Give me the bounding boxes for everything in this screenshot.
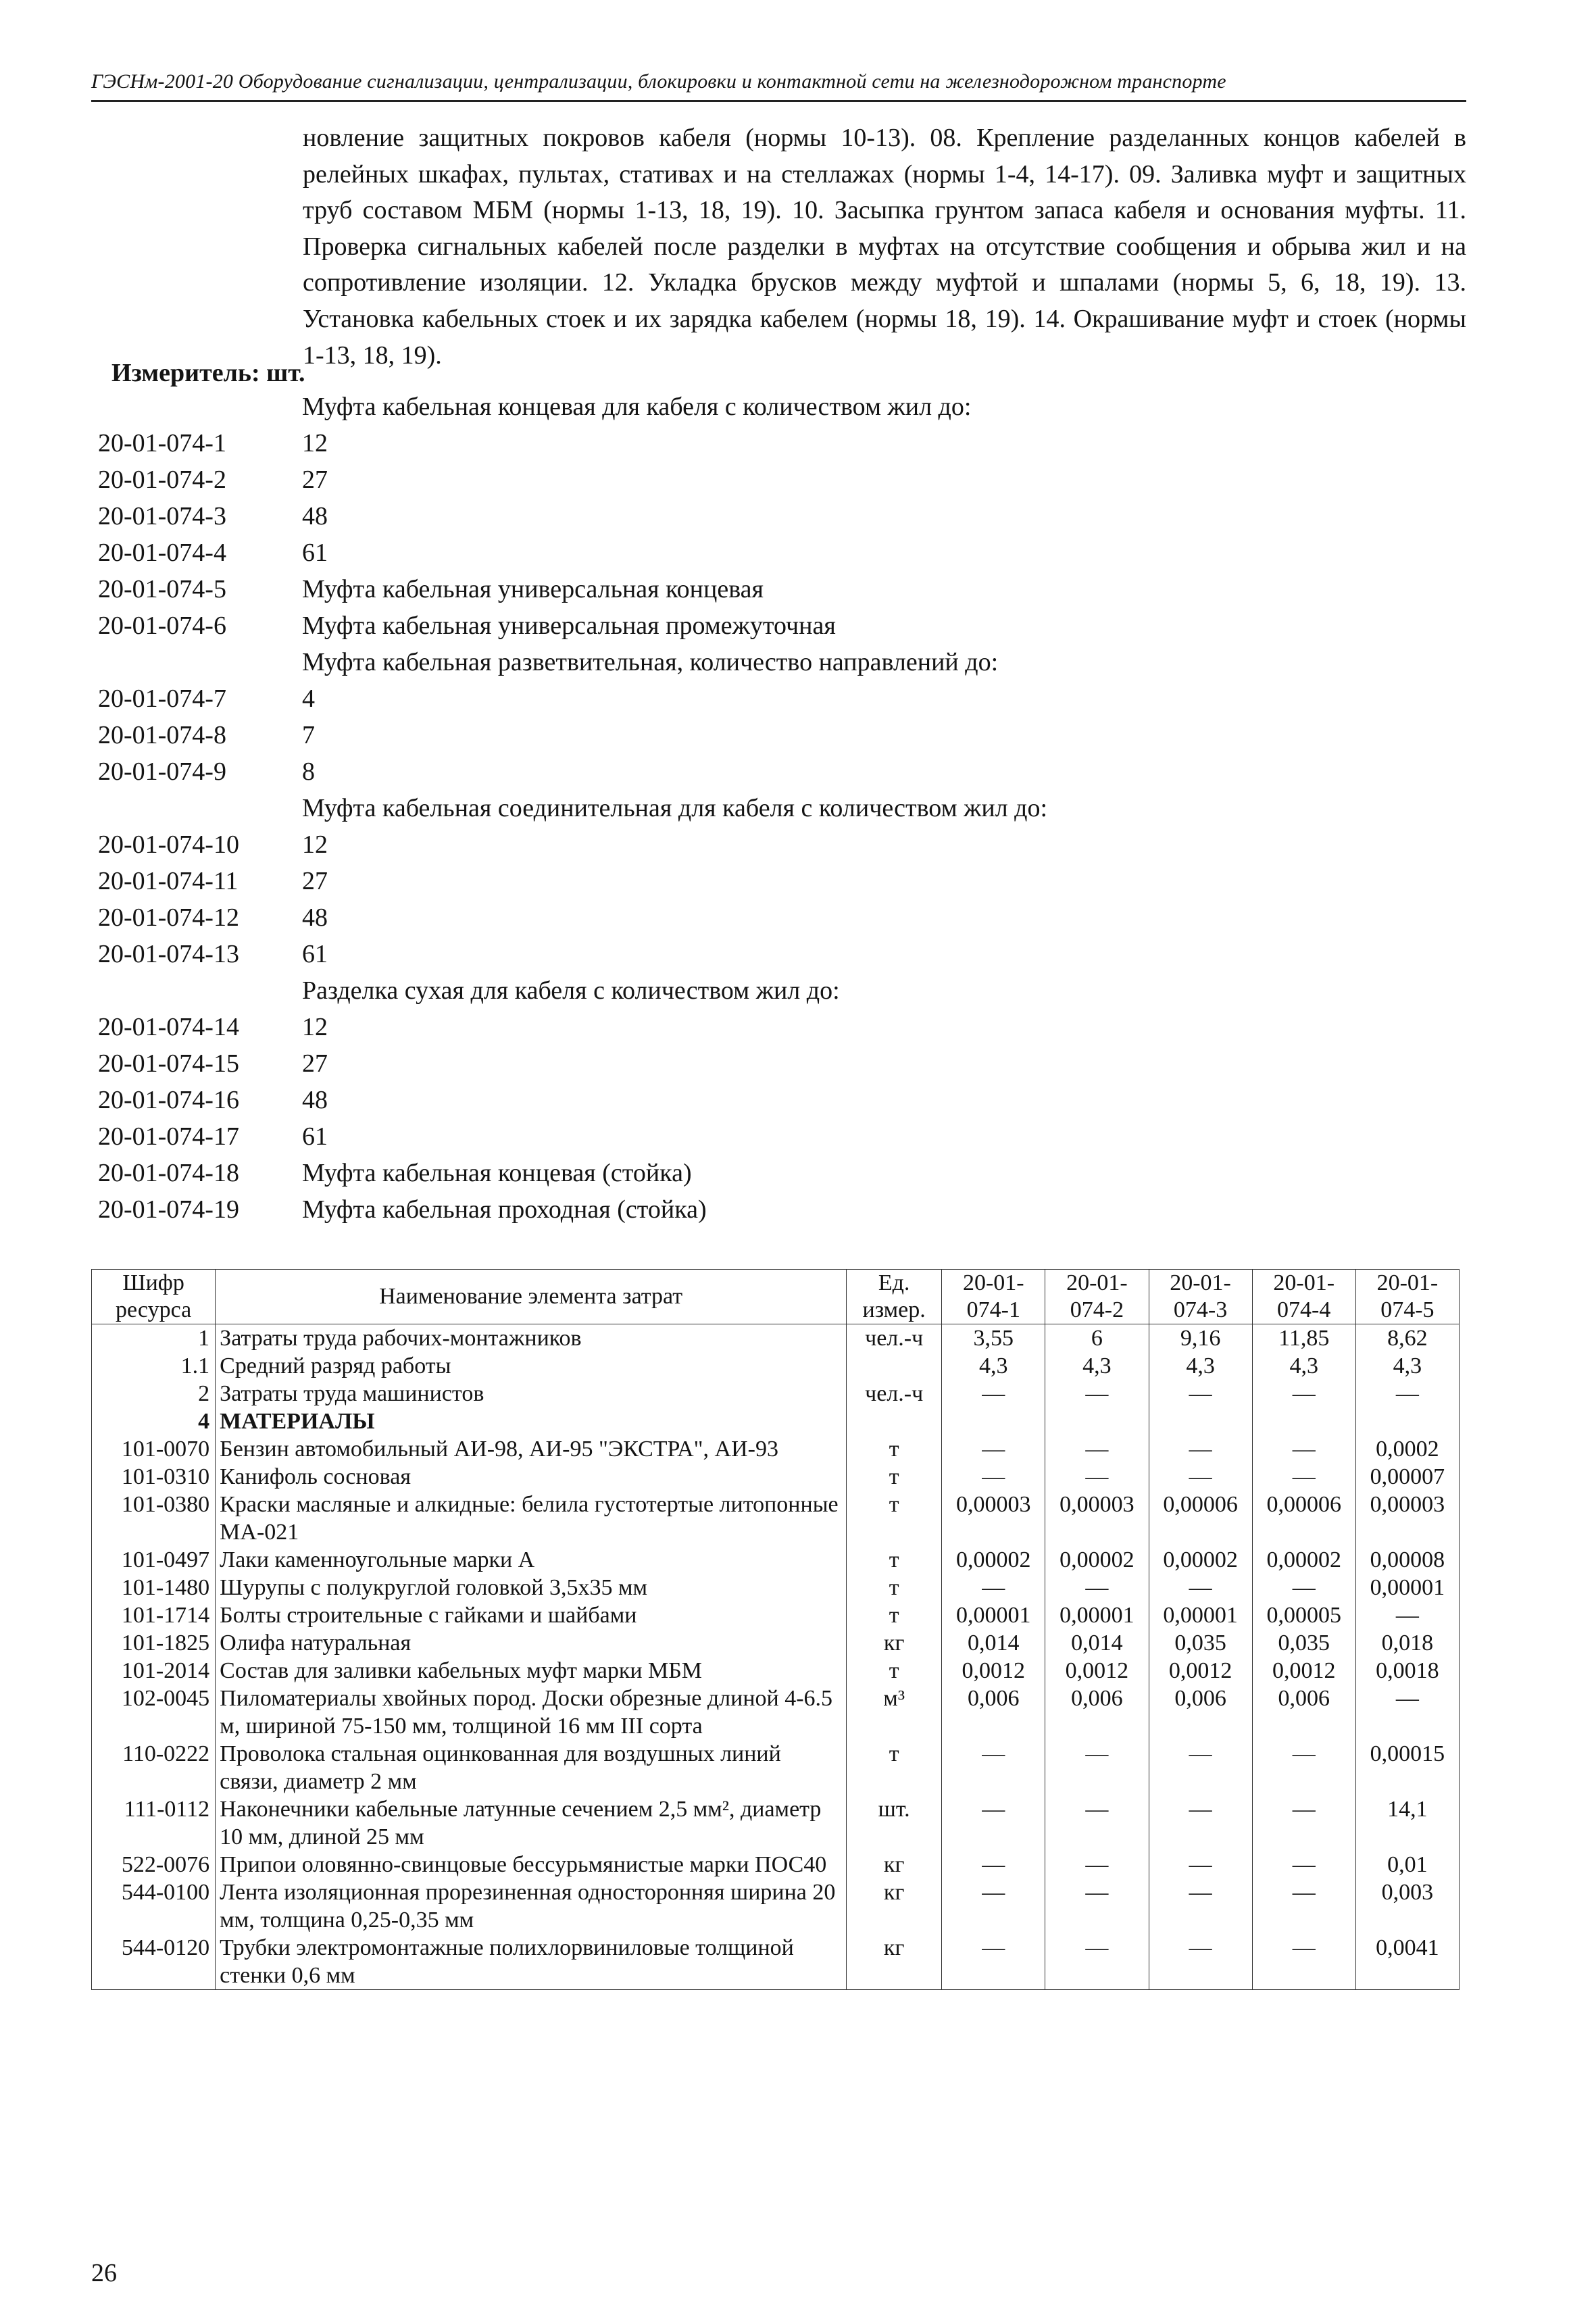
- norm-value-cell: 0,018: [1355, 1629, 1459, 1657]
- work-description: [303, 120, 1466, 374]
- resource-code-cell: 544-0120: [92, 1934, 216, 1990]
- col-header-norm: 20-01-074-1: [942, 1270, 1045, 1324]
- table-row: [92, 1491, 1460, 1546]
- work-description-text: новление защитных покровов кабеля (нормы 10-13). 08. Крепление разделанных концов кабелей в релейных шкафах, пультах, стативах и на стеллажах (нормы 1-4, 14-17). 09. Заливка муфт и защитных труб составом МБМ (нормы 1-13, 18, 19). 10. Засыпка грунтом запаса кабеля и основания муфты. 11. Проверка сигнальных кабелей после разделки в муфтах на отсутствие сообщения и обрыва жил и на сопротивление изоляции. 12. Укладка брусков между муфтой и шпалами (нормы 5, 6, 18, 19). 13. Установка кабельных стоек и их зарядка кабелем (нормы 18, 19). 14. Окрашивание муфт и стоек (нормы 1-13, 18, 19).: [303, 124, 1466, 370]
- norm-desc: 27: [302, 867, 328, 895]
- norm-value-cell: 0,00015: [1355, 1740, 1459, 1795]
- resource-unit-cell: кг: [847, 1878, 942, 1934]
- resource-unit-cell: [847, 1352, 942, 1380]
- norm-value-cell: —: [1355, 1380, 1459, 1408]
- resource-name-cell: Олифа натуральная: [216, 1629, 847, 1657]
- norm-value-cell: 0,006: [1149, 1685, 1252, 1740]
- norm-value-cell: 14,1: [1355, 1795, 1459, 1851]
- table-row: [92, 1657, 1460, 1685]
- resource-unit-cell: т: [847, 1574, 942, 1601]
- col-header-norm: 20-01-074-3: [1149, 1270, 1252, 1324]
- norm-desc: 12: [302, 830, 328, 859]
- table-row: [92, 1546, 1460, 1574]
- norm-value-cell: —: [942, 1934, 1045, 1990]
- norm-code: 20-01-074-17: [98, 1122, 239, 1151]
- norm-value-cell: —: [1045, 1574, 1149, 1601]
- norm-desc: 48: [302, 1086, 328, 1114]
- norm-value-cell: 0,00001: [1045, 1601, 1149, 1629]
- col-header-code: Шифр ресурса: [92, 1270, 216, 1324]
- resource-code-cell: 2: [92, 1380, 216, 1408]
- norm-value-cell: 0,00002: [1149, 1546, 1252, 1574]
- norm-value-cell: 0,00006: [1149, 1491, 1252, 1546]
- norm-value-cell: —: [942, 1740, 1045, 1795]
- norm-value-cell: 0,0012: [942, 1657, 1045, 1685]
- resource-name-cell: Лента изоляционная прорезиненная односторонняя ширина 20 мм, толщина 0,25-0,35 мм: [216, 1878, 847, 1934]
- norm-code: 20-01-074-15: [98, 1049, 239, 1078]
- norm-desc: 4: [302, 684, 315, 713]
- measure-line: [111, 358, 305, 388]
- norm-desc: Муфта кабельная концевая (стойка): [302, 1159, 692, 1187]
- resource-code-cell: 101-0310: [92, 1463, 216, 1491]
- norm-desc: 61: [302, 1122, 328, 1151]
- norm-value-cell: —: [942, 1380, 1045, 1408]
- norm-value-cell: —: [1149, 1463, 1252, 1491]
- resource-unit-cell: т: [847, 1463, 942, 1491]
- norm-value-cell: 11,85: [1252, 1324, 1355, 1353]
- table-row: [92, 1629, 1460, 1657]
- norm-desc: 48: [302, 502, 328, 530]
- resource-code-cell: 101-2014: [92, 1657, 216, 1685]
- norm-value-cell: 0,00001: [1149, 1601, 1252, 1629]
- norm-value-cell: 0,0012: [1149, 1657, 1252, 1685]
- resource-code-cell: 1.1: [92, 1352, 216, 1380]
- resource-name-cell: Состав для заливки кабельных муфт марки МБМ: [216, 1657, 847, 1685]
- norm-value-cell: 0,006: [1045, 1685, 1149, 1740]
- resource-name-cell: Трубки электромонтажные полихлорвиниловые толщиной стенки 0,6 мм: [216, 1934, 847, 1990]
- norm-desc: 27: [302, 466, 328, 494]
- norm-value-cell: 0,006: [1252, 1685, 1355, 1740]
- table-row: [92, 1380, 1460, 1408]
- resource-unit-cell: шт.: [847, 1795, 942, 1851]
- norm-value-cell: 0,00001: [942, 1601, 1045, 1629]
- norm-value-cell: —: [942, 1851, 1045, 1878]
- resource-unit-cell: т: [847, 1435, 942, 1463]
- col-header-norm: 20-01-074-4: [1252, 1270, 1355, 1324]
- norm-desc: 61: [302, 940, 328, 968]
- group-heading: Разделка сухая для кабеля с количеством жил до:: [302, 976, 840, 1005]
- norm-value-cell: 0,014: [942, 1629, 1045, 1657]
- norm-value-cell: —: [1149, 1795, 1252, 1851]
- norm-desc: Муфта кабельная универсальная промежуточная: [302, 612, 836, 640]
- norm-value-cell: 3,55: [942, 1324, 1045, 1353]
- table-row: [92, 1408, 1460, 1435]
- norm-code: 20-01-074-2: [98, 466, 226, 494]
- resource-name-cell: Шурупы с полукруглой головкой 3,5х35 мм: [216, 1574, 847, 1601]
- norm-value-cell: —: [1252, 1851, 1355, 1878]
- norm-value-cell: 0,0012: [1045, 1657, 1149, 1685]
- norm-desc: 61: [302, 539, 328, 567]
- norm-value-cell: 0,00005: [1252, 1601, 1355, 1629]
- norm-value-cell: —: [1252, 1574, 1355, 1601]
- norm-value-cell: —: [1045, 1435, 1149, 1463]
- norm-value-cell: 6: [1045, 1324, 1149, 1353]
- norm-value-cell: 0,0002: [1355, 1435, 1459, 1463]
- norm-value-cell: —: [942, 1878, 1045, 1934]
- measure-unit: шт.: [266, 359, 305, 387]
- norm-code: 20-01-074-18: [98, 1159, 239, 1187]
- norm-desc: 7: [302, 721, 315, 749]
- resource-unit-cell: [847, 1408, 942, 1435]
- resource-name-cell: МАТЕРИАЛЫ: [216, 1408, 847, 1435]
- resource-name-cell: Канифоль сосновая: [216, 1463, 847, 1491]
- norm-code: 20-01-074-8: [98, 721, 226, 749]
- norm-value-cell: 0,00001: [1355, 1574, 1459, 1601]
- resource-name-cell: Пиломатериалы хвойных пород. Доски обрезные длиной 4-6.5 м, шириной 75-150 мм, толщиной 16 мм III сорта: [216, 1685, 847, 1740]
- col-header-norm: 20-01-074-2: [1045, 1270, 1149, 1324]
- resource-code-cell: 111-0112: [92, 1795, 216, 1851]
- norm-value-cell: —: [1045, 1463, 1149, 1491]
- norm-value-cell: —: [1149, 1574, 1252, 1601]
- norm-code: 20-01-074-12: [98, 903, 239, 932]
- norm-value-cell: 0,00002: [942, 1546, 1045, 1574]
- table-row: [92, 1878, 1460, 1934]
- norm-value-cell: 0,01: [1355, 1851, 1459, 1878]
- resource-name-cell: Затраты труда рабочих-монтажников: [216, 1324, 847, 1353]
- resource-code-cell: 110-0222: [92, 1740, 216, 1795]
- table-body: [92, 1324, 1460, 1990]
- table-row: [92, 1795, 1460, 1851]
- col-header-norm: 20-01-074-5: [1355, 1270, 1459, 1324]
- running-header: ГЭСНм-2001-20 Оборудование сигнализации, централизации, блокировки и контактной сети на железнодорожном транспорте: [91, 70, 1226, 93]
- resource-code-cell: 4: [92, 1408, 216, 1435]
- table-header-row: [92, 1270, 1460, 1324]
- resource-name-cell: Затраты труда машинистов: [216, 1380, 847, 1408]
- norm-value-cell: 0,00002: [1045, 1546, 1149, 1574]
- norm-value-cell: —: [942, 1463, 1045, 1491]
- resource-unit-cell: т: [847, 1546, 942, 1574]
- resource-unit-cell: чел.-ч: [847, 1380, 942, 1408]
- col-header-name: Наименование элемента затрат: [216, 1270, 847, 1324]
- measure-label: Измеритель:: [111, 359, 260, 387]
- norm-code: 20-01-074-1: [98, 429, 226, 457]
- norm-desc: 27: [302, 1049, 328, 1078]
- resource-unit-cell: чел.-ч: [847, 1324, 942, 1353]
- norm-desc: 12: [302, 429, 328, 457]
- norm-value-cell: [1252, 1408, 1355, 1435]
- norm-value-cell: 4,3: [1355, 1352, 1459, 1380]
- norm-code: 20-01-074-11: [98, 867, 239, 895]
- resource-name-cell: Болты строительные с гайками и шайбами: [216, 1601, 847, 1629]
- resource-name-cell: Проволока стальная оцинкованная для воздушных линий связи, диаметр 2 мм: [216, 1740, 847, 1795]
- norm-value-cell: 0,00003: [1355, 1491, 1459, 1546]
- norm-value-cell: —: [1252, 1795, 1355, 1851]
- resource-code-cell: 101-1480: [92, 1574, 216, 1601]
- resource-name-cell: Краски масляные и алкидные: белила густотертые литопонные МА-021: [216, 1491, 847, 1546]
- norm-value-cell: —: [1149, 1380, 1252, 1408]
- norm-desc: 8: [302, 757, 315, 786]
- norm-value-cell: —: [1355, 1685, 1459, 1740]
- norm-code: 20-01-074-10: [98, 830, 239, 859]
- resource-name-cell: Бензин автомобильный АИ-98, АИ-95 "ЭКСТРА", АИ-93: [216, 1435, 847, 1463]
- norm-value-cell: 9,16: [1149, 1324, 1252, 1353]
- norm-value-cell: —: [1252, 1463, 1355, 1491]
- norm-value-cell: —: [1045, 1380, 1149, 1408]
- norm-code: 20-01-074-13: [98, 940, 239, 968]
- resource-unit-cell: кг: [847, 1934, 942, 1990]
- norm-desc: 48: [302, 903, 328, 932]
- norm-value-cell: 0,035: [1149, 1629, 1252, 1657]
- resource-unit-cell: т: [847, 1601, 942, 1629]
- norm-desc: Муфта кабельная универсальная концевая: [302, 575, 764, 603]
- norm-value-cell: —: [1149, 1878, 1252, 1934]
- norm-value-cell: —: [1045, 1878, 1149, 1934]
- group-heading: Муфта кабельная соединительная для кабеля с количеством жил до:: [302, 794, 1048, 822]
- norm-value-cell: 4,3: [1149, 1352, 1252, 1380]
- norm-code: 20-01-074-4: [98, 539, 226, 567]
- norm-value-cell: —: [1355, 1601, 1459, 1629]
- table-row: [92, 1685, 1460, 1740]
- table-row: [92, 1324, 1460, 1353]
- norm-value-cell: —: [1149, 1934, 1252, 1990]
- table-row: [92, 1934, 1460, 1990]
- norm-code: 20-01-074-9: [98, 757, 226, 786]
- resource-unit-cell: т: [847, 1740, 942, 1795]
- norm-value-cell: 0,0018: [1355, 1657, 1459, 1685]
- group-heading: Муфта кабельная разветвительная, количество направлений до:: [302, 648, 999, 676]
- norm-value-cell: [1045, 1408, 1149, 1435]
- norm-value-cell: —: [1252, 1380, 1355, 1408]
- resource-code-cell: 101-0497: [92, 1546, 216, 1574]
- norm-value-cell: 4,3: [1252, 1352, 1355, 1380]
- header-rule: [91, 100, 1466, 102]
- resource-code-cell: 102-0045: [92, 1685, 216, 1740]
- norm-value-cell: —: [1252, 1878, 1355, 1934]
- norm-value-cell: 0,00003: [942, 1491, 1045, 1546]
- norm-code: 20-01-074-19: [98, 1195, 239, 1224]
- norm-value-cell: —: [1045, 1740, 1149, 1795]
- resource-code-cell: 101-1825: [92, 1629, 216, 1657]
- table-row: [92, 1463, 1460, 1491]
- norm-value-cell: 0,035: [1252, 1629, 1355, 1657]
- resource-code-cell: 544-0100: [92, 1878, 216, 1934]
- norm-code: 20-01-074-5: [98, 575, 226, 603]
- norm-value-cell: —: [1252, 1740, 1355, 1795]
- norm-value-cell: —: [942, 1574, 1045, 1601]
- norm-value-cell: —: [1045, 1851, 1149, 1878]
- resource-unit-cell: м³: [847, 1685, 942, 1740]
- norm-value-cell: [1149, 1408, 1252, 1435]
- norm-value-cell: 0,00008: [1355, 1546, 1459, 1574]
- resource-code-cell: 101-0070: [92, 1435, 216, 1463]
- resource-name-cell: Наконечники кабельные латунные сечением 2,5 мм², диаметр 10 мм, длиной 25 мм: [216, 1795, 847, 1851]
- norm-value-cell: 0,003: [1355, 1878, 1459, 1934]
- norm-code: 20-01-074-16: [98, 1086, 239, 1114]
- norm-value-cell: 0,00006: [1252, 1491, 1355, 1546]
- resource-name-cell: Средний разряд работы: [216, 1352, 847, 1380]
- col-header-unit: Ед. измер.: [847, 1270, 942, 1324]
- resource-name-cell: Припои оловянно-свинцовые бессурьмянистые марки ПОС40: [216, 1851, 847, 1878]
- norm-value-cell: —: [1252, 1435, 1355, 1463]
- norm-value-cell: 0,00002: [1252, 1546, 1355, 1574]
- resource-unit-cell: т: [847, 1491, 942, 1546]
- resource-code-cell: 522-0076: [92, 1851, 216, 1878]
- norm-value-cell: —: [1149, 1435, 1252, 1463]
- norm-desc: 12: [302, 1013, 328, 1041]
- norm-value-cell: —: [1045, 1934, 1149, 1990]
- table-row: [92, 1435, 1460, 1463]
- norm-value-cell: 0,0041: [1355, 1934, 1459, 1990]
- norm-value-cell: 0,014: [1045, 1629, 1149, 1657]
- norm-value-cell: 4,3: [1045, 1352, 1149, 1380]
- table-row: [92, 1851, 1460, 1878]
- resource-unit-cell: т: [847, 1657, 942, 1685]
- resource-code-cell: 101-1714: [92, 1601, 216, 1629]
- norm-value-cell: 8,62: [1355, 1324, 1459, 1353]
- resource-name-cell: Лаки каменноугольные марки А: [216, 1546, 847, 1574]
- table-row: [92, 1601, 1460, 1629]
- resource-unit-cell: кг: [847, 1851, 942, 1878]
- norm-value-cell: —: [1149, 1740, 1252, 1795]
- resource-table: [91, 1269, 1460, 1990]
- norm-value-cell: 4,3: [942, 1352, 1045, 1380]
- table-row: [92, 1740, 1460, 1795]
- norm-value-cell: —: [1149, 1851, 1252, 1878]
- norm-code: 20-01-074-6: [98, 612, 226, 640]
- resource-code-cell: 101-0380: [92, 1491, 216, 1546]
- norm-value-cell: —: [1252, 1934, 1355, 1990]
- table-row: [92, 1574, 1460, 1601]
- resource-unit-cell: кг: [847, 1629, 942, 1657]
- norm-value-cell: 0,00007: [1355, 1463, 1459, 1491]
- norm-desc: Муфта кабельная проходная (стойка): [302, 1195, 707, 1224]
- norm-value-cell: [942, 1408, 1045, 1435]
- table-row: [92, 1352, 1460, 1380]
- page-number: 26: [91, 2259, 117, 2287]
- norm-code: 20-01-074-14: [98, 1013, 239, 1041]
- norm-value-cell: —: [942, 1795, 1045, 1851]
- norm-value-cell: 0,006: [942, 1685, 1045, 1740]
- resource-code-cell: 1: [92, 1324, 216, 1353]
- group-heading: Муфта кабельная концевая для кабеля с количеством жил до:: [302, 393, 972, 421]
- norm-code: 20-01-074-3: [98, 502, 226, 530]
- norm-value-cell: —: [1045, 1795, 1149, 1851]
- norm-value-cell: 0,0012: [1252, 1657, 1355, 1685]
- norm-code: 20-01-074-7: [98, 684, 226, 713]
- norm-value-cell: 0,00003: [1045, 1491, 1149, 1546]
- norm-value-cell: [1355, 1408, 1459, 1435]
- norm-value-cell: —: [942, 1435, 1045, 1463]
